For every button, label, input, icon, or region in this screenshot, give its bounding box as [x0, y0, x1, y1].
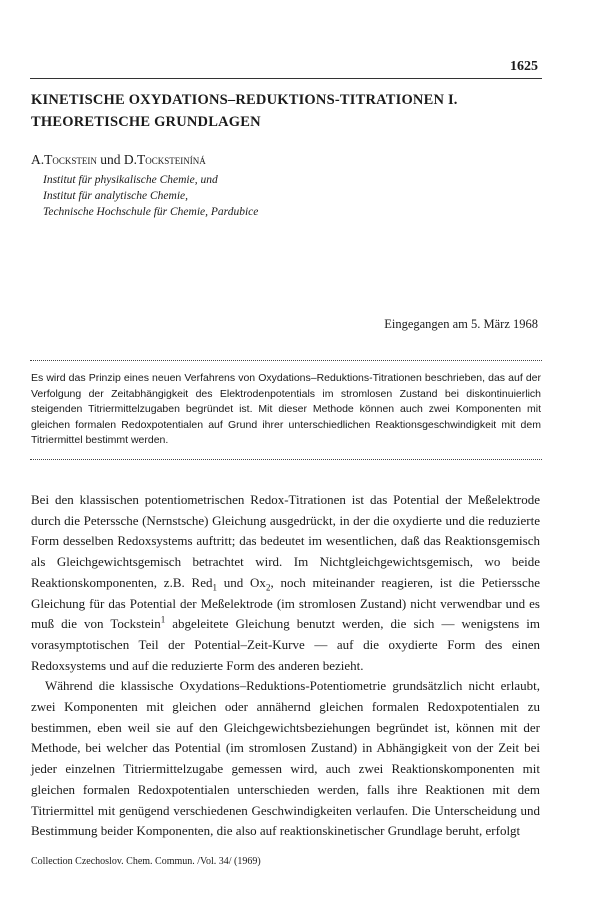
- body-text: [31, 490, 540, 842]
- author-1-name: Tockstein: [44, 152, 97, 167]
- article-title: [31, 89, 551, 133]
- header-rule: [30, 78, 542, 79]
- p1-text-c: , noch miteinander reagieren, ist die Petierssche Gleichung für das Potential der Meßelektrode (im stromlosen Zustand) nicht verwendbar und es muß die von Tockstein: [31, 574, 541, 632]
- page-number: 1625: [510, 59, 538, 74]
- p1-reference-superscript: 1: [160, 614, 166, 625]
- author-2-initial: D.: [123, 152, 137, 167]
- p1-text-b: und Ox: [216, 574, 266, 590]
- author-conjunction: und: [96, 152, 124, 167]
- paragraph-1: [31, 490, 540, 676]
- affiliation-line: Institut für analytische Chemie,: [43, 190, 189, 202]
- abstract-top-rule: [30, 360, 542, 361]
- journal-footer: Collection Czechoslov. Chem. Commun. /Vol. 34/ (1969): [31, 856, 261, 867]
- author-1-initial: A.: [31, 152, 45, 167]
- affiliation-line: Technische Hochschule für Chemie, Pardubice: [43, 206, 259, 218]
- authors: [31, 152, 206, 168]
- p1-text-d: abgeleitete Gleichung benutzt werden, die sich — wenigstens im vorasymptotischen Teil der Potential–Zeit-Kurve — auf die oxydierte Form des einen Redoxsystems und auf die reduzierte Form des anderen bezieht.: [31, 616, 540, 673]
- received-date: Eingegangen am 5. März 1968: [384, 317, 538, 331]
- p1-subscript-2: 2: [265, 582, 271, 593]
- author-2-name: Tocksteiníná: [137, 152, 206, 167]
- paragraph-2: Während die klassische Oxydations–Reduktions-Potentiometrie grundsätzlich nicht erlaubt, zwei Komponenten mit gleichen oder annähernd gleichen formalen Redoxpotentialen zu bestimmen, eben weil sie auf den Gleichgewichtsbeziehungen begründet ist, können mit der Methode, bei welcher das Potential (im stromlosen Zustand) in Abhängigkeit von der Zeit bei jeder einzelnen Titriermittelzugabe gemessen wird, auch zwei Reaktionskomponenten mit gleichen formalen Redoxpotentialen unterschieden werden, falls ihre Reaktionen mit dem Titriermittel mit genügend verschiedenen Geschwindigkeiten verlaufen. Die Unterscheidung und Bestimmung beider Komponenten, die also auf reaktionskinetischer Grundlage beruht, erfolgt: [31, 678, 540, 839]
- title-line-2: THEORETISCHE GRUNDLAGEN: [31, 114, 261, 130]
- p1-subscript-1: 1: [212, 582, 217, 593]
- title-line-1: KINETISCHE OXYDATIONS–REDUKTIONS-TITRATIONEN I.: [31, 92, 458, 108]
- affiliations: [43, 172, 258, 220]
- abstract: Es wird das Prinzip eines neuen Verfahrens von Oxydations–Reduktions-Titrationen beschrieben, das auf der Verfolgung der Zeitabhängigkeit des Elektrodenpotentials im stromlosen Zustand bei diskontinuierlich steigenden Titriermittelzugaben begründet ist. Mit dieser Methode können auch zwei Komponenten mit gleichen formalen Redoxpotentialen auf Grund ihrer unterschiedlichen Reaktionsgeschwindigkeit mit dem Titriermittel bestimmt werden.: [31, 372, 541, 447]
- affiliation-line: Institut für physikalische Chemie, und: [43, 174, 218, 186]
- abstract-bottom-rule: [30, 459, 542, 460]
- p1-text-a: Bei den klassischen potentiometrischen Redox-Titrationen ist das Potential der Meßelektrode durch die Peterssche (Nernstsche) Gleichung ausgedrückt, in der die oxydierte und die reduzierte Form desselben Redoxsystems auftritt; das bedeutet im wesentlichen, daß das Reaktionsgemisch als Gleichgewichtsgemisch betrachtet wird. Im Nichtgleichgewichtsgemisch, wo beide Reaktionskomponenten, z.B. Red: [31, 492, 540, 590]
